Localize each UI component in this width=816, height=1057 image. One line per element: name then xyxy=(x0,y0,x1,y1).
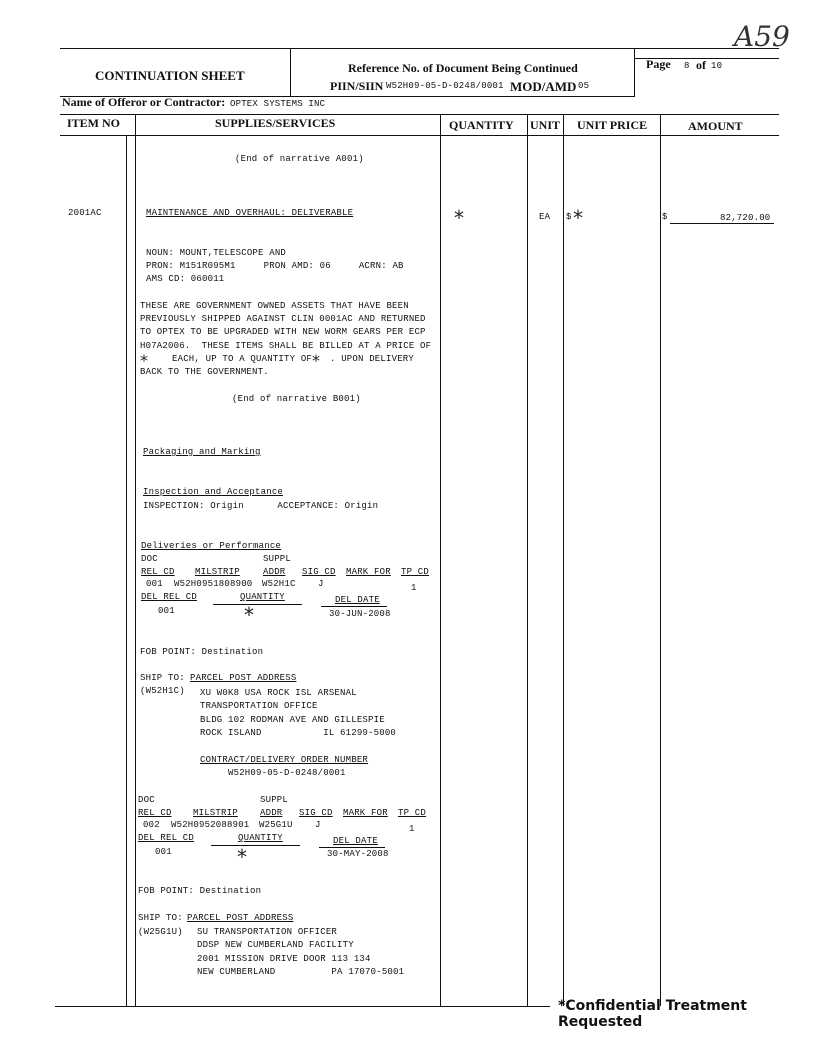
column-header-quantity: QUANTITY xyxy=(449,118,514,132)
piin-value: W52H09-05-D-0248/0001 xyxy=(386,81,504,91)
unit-price-dollar: $ xyxy=(566,212,572,222)
row2-tp: 1 xyxy=(409,824,415,834)
header-top-rule xyxy=(60,48,779,49)
amount-dollar: $ xyxy=(662,212,668,222)
sig-cd-header-1: SIG CD xyxy=(302,567,336,577)
item-title: MAINTENANCE AND OVERHAUL: DELIVERABLE xyxy=(146,208,354,218)
narrative-line-5a: EACH, UP TO A QUANTITY OF xyxy=(172,354,313,364)
bottom-rule xyxy=(55,1006,550,1007)
del-date-header-rule-2 xyxy=(319,847,385,848)
column-line-item-inner xyxy=(126,135,127,1006)
ship1-address-line-4: ROCK ISLAND IL 61299-5000 xyxy=(200,728,397,738)
column-header-amount: AMOUNT xyxy=(688,119,743,133)
rel-cd-header-1: REL CD xyxy=(141,567,175,577)
inspection-line: INSPECTION: Origin ACCEPTANCE: Origin xyxy=(143,501,379,511)
quantity-header-rule-2 xyxy=(211,845,300,846)
ship-code-2: (W25G1U) xyxy=(138,927,183,937)
mod-value: 05 xyxy=(578,81,590,91)
ship-code-1: (W52H1C) xyxy=(140,686,185,696)
doc-label-1: DOC xyxy=(141,554,158,564)
sig-cd-header-2: SIG CD xyxy=(299,808,333,818)
ship2-address-line-1: SU TRANSPORTATION OFFICER xyxy=(197,927,338,937)
suppl-label-2: SUPPL xyxy=(260,795,289,805)
row2-quantity-redaction: * xyxy=(237,845,247,869)
piin-label: PIIN/SIIN xyxy=(330,79,384,93)
narrative-line-3: TO OPTEX TO BE UPGRADED WITH NEW WORM GEARS PER ECP xyxy=(140,327,426,337)
tp-cd-header-2: TP CD xyxy=(398,808,427,818)
column-header-supplies: SUPPLIES/SERVICES xyxy=(215,116,336,130)
column-line-item xyxy=(135,114,136,1006)
packaging-heading: Packaging and Marking xyxy=(143,447,261,457)
reference-label: Reference No. of Document Being Continued xyxy=(348,61,578,75)
milstrip-header-2: MILSTRIP xyxy=(193,808,238,818)
row1-rel: 001 xyxy=(146,579,163,589)
quantity-header-1: QUANTITY xyxy=(240,592,285,602)
column-header-unit-price: UNIT PRICE xyxy=(577,118,648,132)
mark-for-header-1: MARK FOR xyxy=(346,567,391,577)
del-date-header-1: DEL DATE xyxy=(335,595,380,605)
column-line-unit-price xyxy=(660,114,661,1006)
row1-del-date: 30-JUN-2008 xyxy=(329,609,391,619)
confidential-notice: *Confidential Treatment Requested xyxy=(558,998,747,1030)
item-number: 2001AC xyxy=(68,208,102,218)
ship2-address-line-3: 2001 MISSION DRIVE DOOR 113 134 xyxy=(197,954,371,964)
del-date-header-2: DEL DATE xyxy=(333,836,378,846)
row1-tp: 1 xyxy=(411,583,417,593)
ams-line: AMS CD: 060011 xyxy=(146,274,225,284)
column-header-bottom-rule xyxy=(60,135,779,136)
mark-for-header-2: MARK FOR xyxy=(343,808,388,818)
narrative-line-6: BACK TO THE GOVERNMENT. xyxy=(140,367,269,377)
tp-cd-header-1: TP CD xyxy=(401,567,430,577)
handwritten-page-mark: A59 xyxy=(734,20,790,53)
ship1-address-line-3: BLDG 102 RODMAN AVE AND GILLESPIE xyxy=(200,715,385,725)
row2-milstrip: W52H0952088901 xyxy=(171,820,250,830)
column-header-top-rule xyxy=(60,114,779,115)
column-header-unit: UNIT xyxy=(530,118,561,132)
row2-del-date: 30-MAY-2008 xyxy=(327,849,389,859)
column-line-quantity xyxy=(527,114,528,1006)
mod-label: MOD/AMD xyxy=(510,79,577,94)
row1-addr: W52H1C xyxy=(262,579,296,589)
header-divider-1 xyxy=(290,48,291,96)
row2-addr: W25G1U xyxy=(259,820,293,830)
doc-label-2: DOC xyxy=(138,795,155,805)
del-rel-header-1: DEL REL CD xyxy=(141,592,198,602)
page-total: 10 xyxy=(711,61,723,71)
page-number: 8 xyxy=(684,61,690,71)
deliveries-heading: Deliveries or Performance xyxy=(141,541,282,551)
end-narrative-b001: (End of narrative B001) xyxy=(232,394,361,404)
amount-underline xyxy=(670,223,774,224)
ship-to-label-2: SHIP TO: xyxy=(138,913,183,923)
narrative-line-2: PREVIOUSLY SHIPPED AGAINST CLIN 0001AC AND RETURNED xyxy=(140,314,426,324)
end-narrative-a001: (End of narrative A001) xyxy=(235,154,364,164)
addr-header-2: ADDR xyxy=(260,808,283,818)
ship2-address-line-4: NEW CUMBERLAND PA 17070-5001 xyxy=(197,967,405,977)
amount-value: 82,720.00 xyxy=(720,213,771,223)
del-date-header-rule-1 xyxy=(321,606,387,607)
column-header-item-no: ITEM NO xyxy=(67,116,121,130)
rel-cd-header-2: REL CD xyxy=(138,808,172,818)
noun-line: NOUN: MOUNT,TELESCOPE AND xyxy=(146,248,287,258)
fob-point-2: FOB POINT: Destination xyxy=(138,886,262,896)
quantity-redaction-mark: * xyxy=(454,206,464,230)
row1-delrel: 001 xyxy=(158,606,175,616)
contract-number: W52H09-05-D-0248/0001 xyxy=(228,768,346,778)
row2-delrel: 001 xyxy=(155,847,172,857)
row1-quantity-redaction: * xyxy=(244,603,254,627)
offeror-value: OPTEX SYSTEMS INC xyxy=(230,99,326,109)
sheet-title: CONTINUATION SHEET xyxy=(95,68,245,83)
unit-price-redaction-mark: * xyxy=(573,206,583,230)
addr-header-1: ADDR xyxy=(263,567,286,577)
ship-to-value-2: PARCEL POST ADDRESS xyxy=(187,913,294,923)
header-divider-2 xyxy=(634,48,635,96)
row1-sig: J xyxy=(318,579,324,589)
narrative-line-5b: . UPON DELIVERY xyxy=(330,354,415,364)
ship2-address-line-2: DDSP NEW CUMBERLAND FACILITY xyxy=(197,940,354,950)
milstrip-header-1: MILSTRIP xyxy=(195,567,240,577)
fob-point-1: FOB POINT: Destination xyxy=(140,647,264,657)
offeror-label: Name of Offeror or Contractor: xyxy=(62,95,226,109)
ship1-address-line-2: TRANSPORTATION OFFICE xyxy=(200,701,318,711)
narrative-quantity-redaction: * xyxy=(312,351,320,370)
row1-milstrip: W52H0951808900 xyxy=(174,579,253,589)
narrative-price-redaction: * xyxy=(140,351,148,370)
quantity-header-rule-1 xyxy=(213,604,302,605)
ship-to-value-1: PARCEL POST ADDRESS xyxy=(190,673,297,683)
pron-line: PRON: M151R095M1 PRON AMD: 06 ACRN: AB xyxy=(146,261,404,271)
contract-label: CONTRACT/DELIVERY ORDER NUMBER xyxy=(200,755,369,765)
page-of: of xyxy=(696,58,706,72)
page-label: Page xyxy=(646,57,671,71)
row2-sig: J xyxy=(315,820,321,830)
ship-to-label-1: SHIP TO: xyxy=(140,673,185,683)
quantity-header-2: QUANTITY xyxy=(238,833,283,843)
inspection-heading: Inspection and Acceptance xyxy=(143,487,284,497)
unit-value: EA xyxy=(539,212,551,222)
suppl-label-1: SUPPL xyxy=(263,554,292,564)
narrative-line-1: THESE ARE GOVERNMENT OWNED ASSETS THAT HAVE BEEN xyxy=(140,301,409,311)
del-rel-header-2: DEL REL CD xyxy=(138,833,195,843)
narrative-line-4: H07A2006. THESE ITEMS SHALL BE BILLED AT A PRICE OF xyxy=(140,341,432,351)
ship1-address-line-1: XU W0K8 USA ROCK ISL ARSENAL xyxy=(200,688,357,698)
column-line-unit xyxy=(563,114,564,1006)
row2-rel: 002 xyxy=(143,820,160,830)
column-line-supplies xyxy=(440,114,441,1006)
